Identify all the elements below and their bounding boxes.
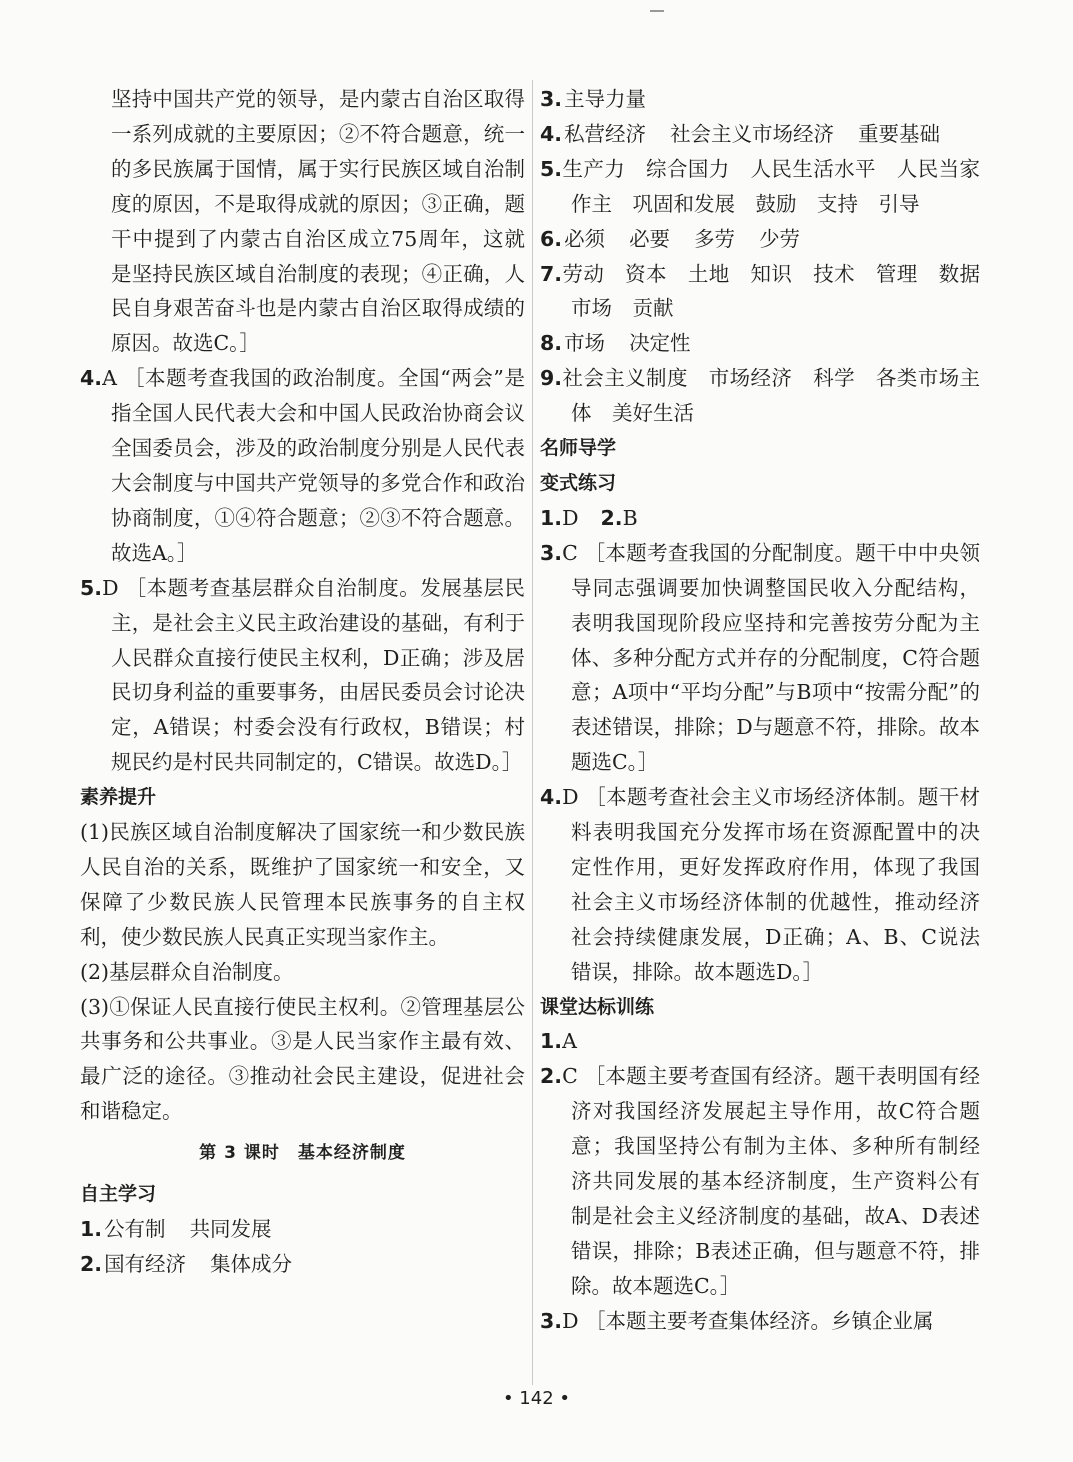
item-number: 2. (80, 1252, 103, 1276)
item-term: 必要 (629, 226, 671, 251)
column-divider (532, 80, 533, 1385)
ketang-answer-3 (540, 1304, 980, 1339)
item-term: 国有经济 (104, 1252, 187, 1276)
item-term: 公有制 (104, 1217, 166, 1242)
right-column (540, 82, 1001, 1339)
answer-text: C ［本题主要考查国有经济。题干表明国有经济对我国经济发展起主导作用，故C符合题意；我国坚持公有制为主体、多种所有制经济共同发展的基本经济制度，生产资料公有制是社会主义经济制度的基础，故A、D表述错误，排除；B表述正确，但与题意不符，排除。故本题选C。］ (562, 1064, 980, 1298)
item-term: 市场 (564, 331, 606, 356)
answer-number: 5. (80, 575, 103, 600)
answer-text: D ［本题考查社会主义市场经济体制。题干材料表明我国充分发挥市场在资源配置中的决定性作用，更好发挥政府作用，体现了我国社会主义市场经济体制的优越性，推动经济社会持续健康发展，D正确；A、B、C说法错误，排除。故本题选D。］ (562, 785, 980, 984)
item-term: 主导力量 (564, 87, 647, 111)
suyang-item-1: (1)民族区域自治制度解决了国家统一和少数民族人民自治的关系，既维护了国家统一和安全，又保障了少数民族人民管理本民族事务的自主权利，使少数民族人民真正实现当家作主。 (80, 820, 525, 949)
zizhu-item-3 (540, 82, 980, 117)
bianshi-answer-3 (540, 536, 980, 780)
item-term: 重要基础 (858, 121, 941, 146)
item-number: 6. (540, 226, 563, 251)
suyang-item-2: (2)基层群众自治制度。 (80, 959, 294, 984)
section-heading-zizhu: 自主学习 (80, 1183, 157, 1206)
scan-mark (650, 10, 664, 12)
zizhu-item-9 (540, 361, 980, 431)
answer-number: 2. (600, 505, 623, 530)
item-number: 5. (540, 156, 563, 181)
item-number: 9. (540, 366, 563, 391)
item-term: 集体成分 (210, 1252, 293, 1276)
section-heading-ketang: 课堂达标训练 (540, 995, 655, 1018)
answer-text: A (562, 1029, 577, 1054)
item-term: 多劳 (694, 226, 736, 251)
zizhu-item-4 (540, 117, 980, 152)
suyang-item-3: (3)①保证人民直接行使民主权利。②管理基层公共事务和公共事业。③是人民当家作主最有效、最广泛的途径。③推动社会民主建设，促进社会和谐稳定。 (80, 994, 525, 1124)
answer-text: D ［本题主要考查集体经济。乡镇企业属 (562, 1308, 934, 1333)
zizhu-item-6 (540, 222, 980, 257)
answer-text: A ［本题考查我国的政治制度。全国“两会”是指全国人民代表大会和中国人民政治协商会议全国委员会，涉及的政治制度分别是人民代表大会制度与中国共产党领导的多党合作和政治协商制度，①④符合题意；②③不符合题意。故选A。］ (102, 366, 525, 565)
left-column (80, 82, 525, 1282)
ketang-answer-2 (540, 1059, 980, 1303)
ketang-answer-1 (540, 1024, 980, 1059)
section-heading-bianshi: 变式练习 (540, 471, 617, 494)
answer-number: 1. (540, 505, 563, 530)
zizhu-item-5 (540, 152, 980, 222)
item-text: 生产力 综合国力 人民生活水平 人民当家作主 巩固和发展 鼓励 支持 引导 (562, 156, 980, 216)
item-term: 社会主义市场经济 (670, 121, 835, 146)
bianshi-answer-4 (540, 780, 980, 989)
section-heading-mingshi: 名师导学 (540, 437, 617, 460)
item-number: 7. (540, 261, 563, 286)
continued-answer: 坚持中国共产党的领导，是内蒙古自治区取得一系列成就的主要原因；②不符合题意，统一的多民族属于国情，属于实行民族区域自治制度的原因，不是取得成就的原因；③正确，题干中提到了内蒙古自治区成立75周年，这就是坚持民族区域自治制度的表现；④正确，人民自身艰苦奋斗也是内蒙古自治区取得成绩的原因。故选C。］ (111, 87, 525, 356)
item-text: 社会主义制度 市场经济 科学 各类市场主体 美好生活 (562, 366, 980, 426)
zizhu-item-8 (540, 326, 980, 361)
item-number: 8. (540, 331, 563, 356)
zizhu-item-7 (540, 257, 1001, 327)
answer-number: 1. (540, 1029, 563, 1054)
item-term: 决定性 (629, 331, 691, 356)
answer-4 (80, 361, 525, 570)
item-number: 1. (80, 1217, 103, 1242)
answer-5 (80, 571, 525, 780)
section-heading-suyang: 素养提升 (80, 786, 157, 809)
answer-text: D ［本题考查基层群众自治制度。发展基层民主，是社会主义民主政治建设的基础，有利于人民群众直接行使民主权利，D正确；涉及居民切身利益的重要事务，由居民委员会讨论决定，A错误；村委会没有行政权，B错误；村规民约是村民共同制定的，C错误。故选D。］ (102, 575, 525, 775)
answer-text: C ［本题考查我国的分配制度。题干中中央领导同志强调要加快调整国民收入分配结构，表明我国现阶段应坚持和完善按劳分配为主体、多种分配方式并存的分配制度，C符合题意；A项中“平均分配”与B项中“按需分配”的表述错误，排除；D与题意不符，排除。故本题选C。］ (562, 540, 980, 775)
lesson-title: 第 3 课时 基本经济制度 (199, 1143, 406, 1164)
answer-choice: D (562, 505, 579, 530)
item-term: 私营经济 (564, 121, 647, 146)
bianshi-answers-1-2 (540, 501, 980, 536)
answer-number: 2. (540, 1064, 563, 1089)
zizhu-item-2 (80, 1247, 525, 1282)
item-term: 少劳 (759, 226, 801, 251)
item-text: 劳动 资本 土地 知识 技术 管理 数据 市场 贡献 (562, 261, 1001, 321)
item-number: 4. (540, 121, 563, 146)
item-term: 必须 (564, 226, 606, 251)
page-number: • 142 • (502, 1388, 571, 1409)
answer-number: 3. (540, 540, 563, 565)
answer-number: 3. (540, 1308, 563, 1333)
answer-number: 4. (80, 366, 103, 391)
zizhu-item-1 (80, 1212, 525, 1247)
item-number: 3. (540, 87, 563, 111)
answer-number: 4. (540, 785, 563, 810)
item-term: 共同发展 (189, 1217, 272, 1242)
answer-choice: B (622, 505, 638, 530)
